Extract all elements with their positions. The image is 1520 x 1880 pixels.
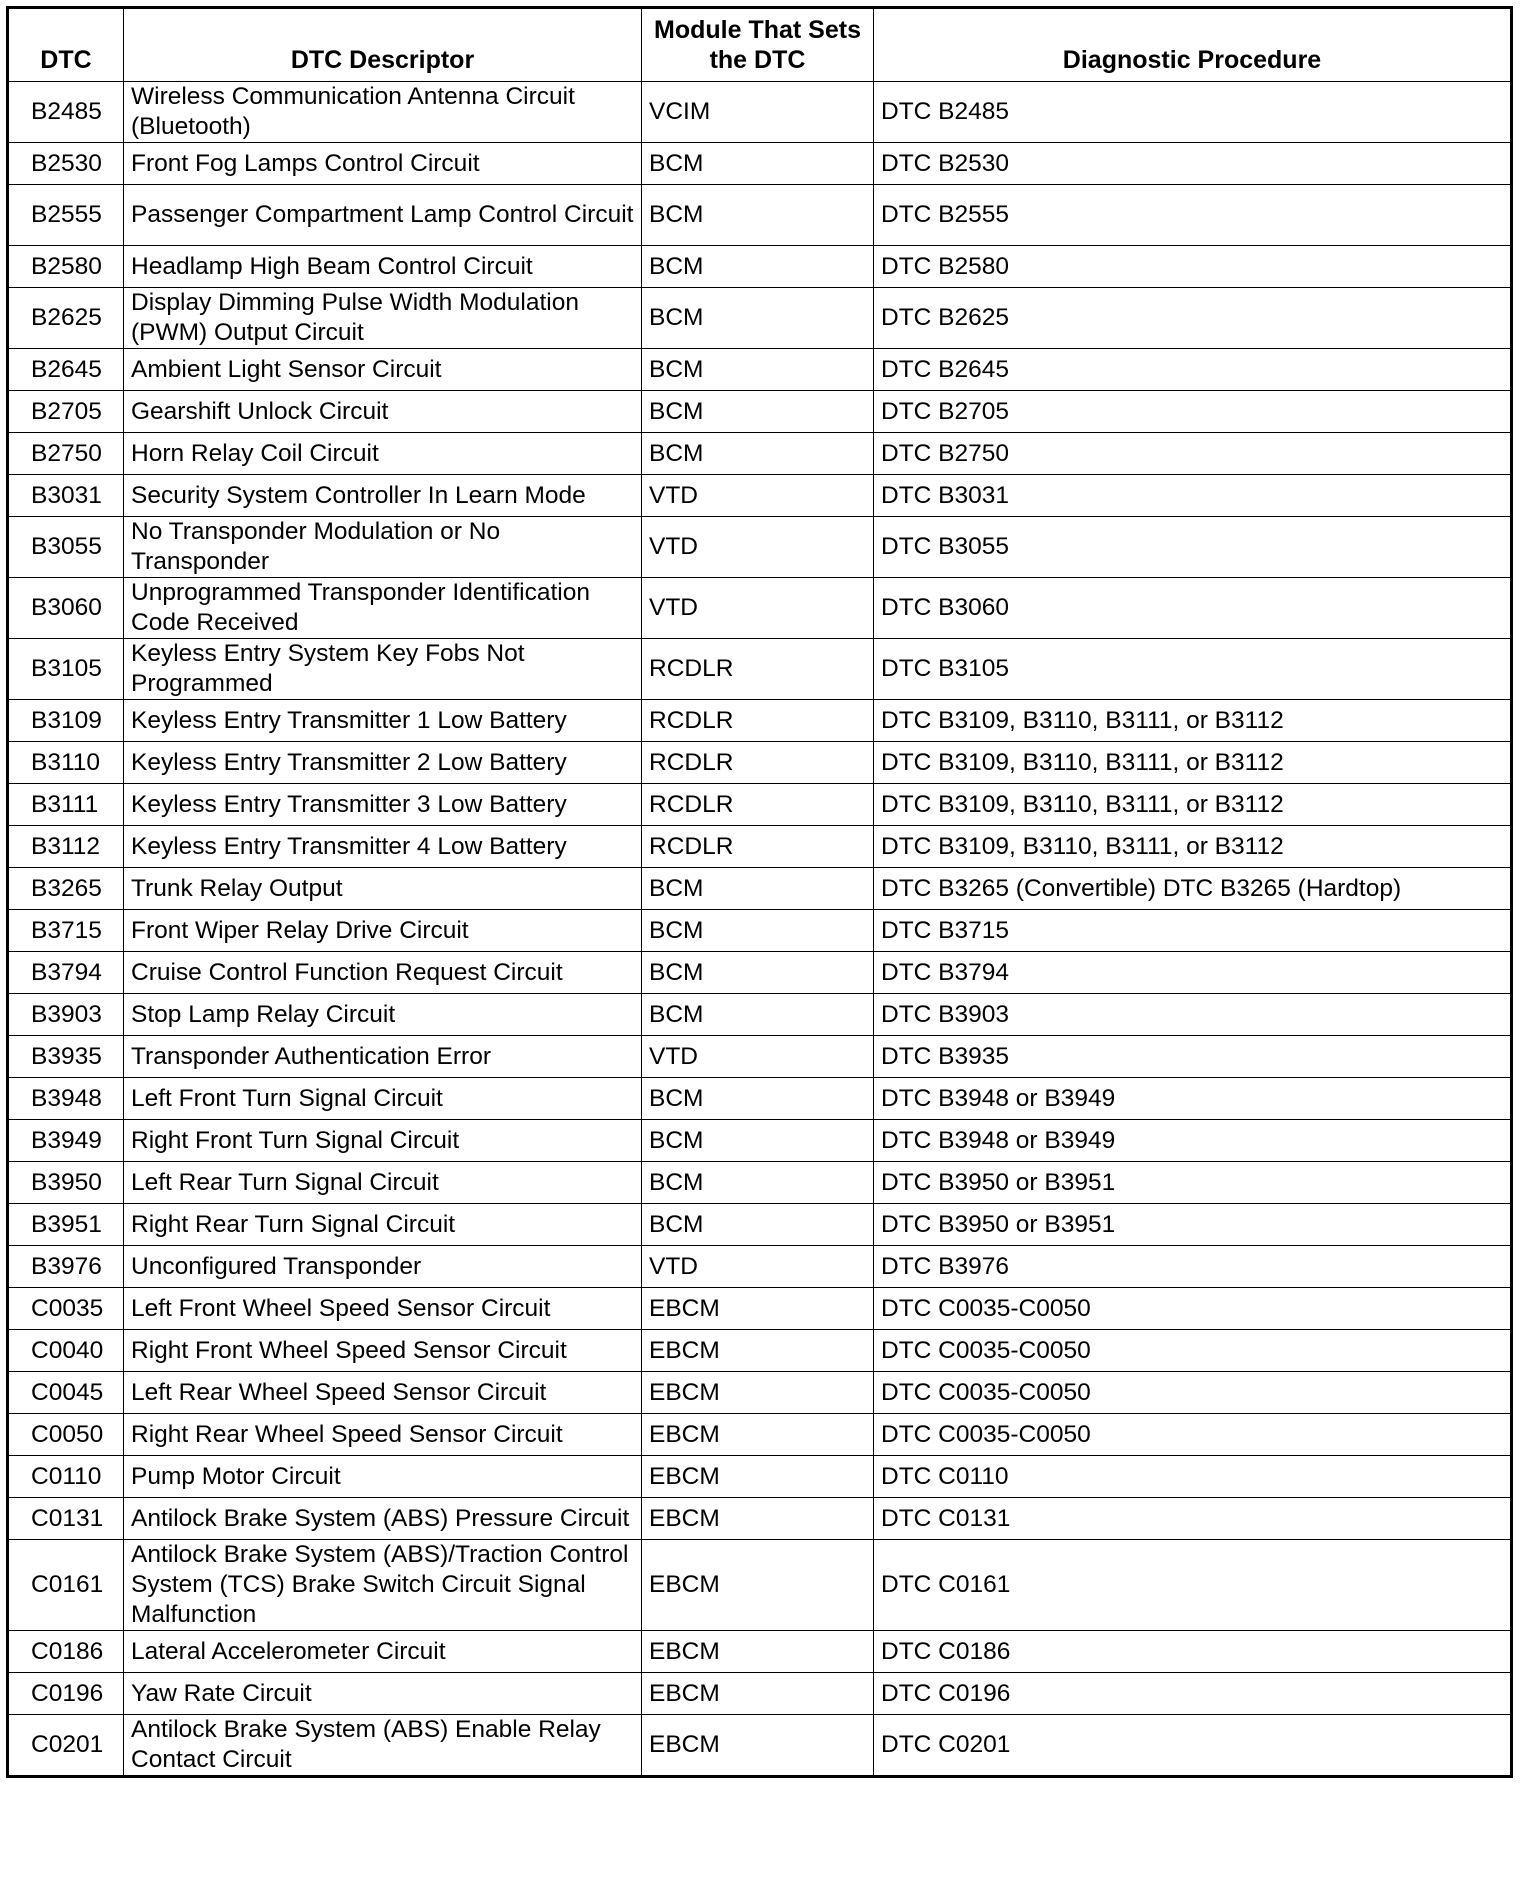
table-row <box>8 952 1512 994</box>
module-cell: RCDLR <box>642 700 874 742</box>
dtc-code-cell: B3031 <box>8 475 124 517</box>
table-row <box>8 1078 1512 1120</box>
diagnostic-procedure-cell: DTC C0110 <box>874 1456 1512 1498</box>
diagnostic-procedure-cell: DTC B3950 or B3951 <box>874 1162 1512 1204</box>
diagnostic-procedure-cell: DTC B2485 <box>874 82 1512 143</box>
table-row <box>8 288 1512 349</box>
module-cell: BCM <box>642 1162 874 1204</box>
module-cell: RCDLR <box>642 826 874 868</box>
diagnostic-procedure-cell: DTC B2580 <box>874 246 1512 288</box>
diagnostic-procedure-cell: DTC C0035-C0050 <box>874 1414 1512 1456</box>
module-cell: EBCM <box>642 1330 874 1372</box>
module-cell: VTD <box>642 517 874 578</box>
dtc-descriptor-cell: No Transponder Modulation or No Transponder <box>124 517 642 578</box>
table-row <box>8 1540 1512 1631</box>
table-row <box>8 1036 1512 1078</box>
diagnostic-procedure-cell: DTC C0035-C0050 <box>874 1330 1512 1372</box>
module-cell: BCM <box>642 185 874 246</box>
module-cell: BCM <box>642 1204 874 1246</box>
module-cell: BCM <box>642 391 874 433</box>
dtc-descriptor-cell: Stop Lamp Relay Circuit <box>124 994 642 1036</box>
table-body <box>8 82 1512 1777</box>
dtc-code-cell: B3111 <box>8 784 124 826</box>
dtc-descriptor-cell: Right Rear Turn Signal Circuit <box>124 1204 642 1246</box>
dtc-descriptor-cell: Left Rear Wheel Speed Sensor Circuit <box>124 1372 642 1414</box>
dtc-descriptor-cell: Left Rear Turn Signal Circuit <box>124 1162 642 1204</box>
dtc-table <box>6 6 1513 1778</box>
dtc-code-cell: C0040 <box>8 1330 124 1372</box>
module-cell: EBCM <box>642 1372 874 1414</box>
dtc-descriptor-cell: Gearshift Unlock Circuit <box>124 391 642 433</box>
dtc-code-cell: B3949 <box>8 1120 124 1162</box>
table-row <box>8 1204 1512 1246</box>
table-row <box>8 1162 1512 1204</box>
module-cell: EBCM <box>642 1631 874 1673</box>
diagnostic-procedure-cell: DTC B2645 <box>874 349 1512 391</box>
table-row <box>8 1456 1512 1498</box>
table-row <box>8 1288 1512 1330</box>
dtc-descriptor-cell: Left Front Wheel Speed Sensor Circuit <box>124 1288 642 1330</box>
dtc-code-cell: B3265 <box>8 868 124 910</box>
table-row <box>8 742 1512 784</box>
table-row <box>8 475 1512 517</box>
table-row <box>8 1715 1512 1777</box>
diagnostic-procedure-cell: DTC B3948 or B3949 <box>874 1120 1512 1162</box>
diagnostic-procedure-cell: DTC C0161 <box>874 1540 1512 1631</box>
table-row <box>8 82 1512 143</box>
diagnostic-procedure-cell: DTC B2530 <box>874 143 1512 185</box>
module-cell: EBCM <box>642 1288 874 1330</box>
module-cell: VTD <box>642 578 874 639</box>
module-cell: RCDLR <box>642 639 874 700</box>
module-cell: EBCM <box>642 1673 874 1715</box>
dtc-descriptor-cell: Horn Relay Coil Circuit <box>124 433 642 475</box>
table-row <box>8 1631 1512 1673</box>
table-row <box>8 1246 1512 1288</box>
dtc-code-cell: B3060 <box>8 578 124 639</box>
diagnostic-procedure-cell: DTC B3031 <box>874 475 1512 517</box>
dtc-code-cell: B2705 <box>8 391 124 433</box>
dtc-code-cell: B2555 <box>8 185 124 246</box>
header-descriptor: DTC Descriptor <box>124 8 642 82</box>
dtc-code-cell: B2485 <box>8 82 124 143</box>
dtc-code-cell: B2580 <box>8 246 124 288</box>
diagnostic-procedure-cell: DTC B2625 <box>874 288 1512 349</box>
diagnostic-procedure-cell: DTC B3265 (Convertible) DTC B3265 (Hardtop) <box>874 868 1512 910</box>
dtc-descriptor-cell: Keyless Entry Transmitter 4 Low Battery <box>124 826 642 868</box>
diagnostic-procedure-cell: DTC B3794 <box>874 952 1512 994</box>
dtc-code-cell: C0186 <box>8 1631 124 1673</box>
diagnostic-procedure-cell: DTC B2750 <box>874 433 1512 475</box>
table-row <box>8 185 1512 246</box>
dtc-descriptor-cell: Antilock Brake System (ABS) Enable Relay Contact Circuit <box>124 1715 642 1777</box>
header-row <box>8 8 1512 82</box>
diagnostic-procedure-cell: DTC C0196 <box>874 1673 1512 1715</box>
dtc-descriptor-cell: Wireless Communication Antenna Circuit (Bluetooth) <box>124 82 642 143</box>
dtc-descriptor-cell: Right Front Turn Signal Circuit <box>124 1120 642 1162</box>
module-cell: BCM <box>642 349 874 391</box>
module-cell: BCM <box>642 143 874 185</box>
dtc-code-cell: B2645 <box>8 349 124 391</box>
dtc-code-cell: C0196 <box>8 1673 124 1715</box>
dtc-code-cell: C0045 <box>8 1372 124 1414</box>
diagnostic-procedure-cell: DTC B3903 <box>874 994 1512 1036</box>
dtc-descriptor-cell: Pump Motor Circuit <box>124 1456 642 1498</box>
module-cell: EBCM <box>642 1498 874 1540</box>
diagnostic-procedure-cell: DTC B3976 <box>874 1246 1512 1288</box>
table-header <box>8 8 1512 82</box>
diagnostic-procedure-cell: DTC B3105 <box>874 639 1512 700</box>
dtc-descriptor-cell: Headlamp High Beam Control Circuit <box>124 246 642 288</box>
table-row <box>8 700 1512 742</box>
dtc-code-cell: B3951 <box>8 1204 124 1246</box>
module-cell: VCIM <box>642 82 874 143</box>
header-procedure: Diagnostic Procedure <box>874 8 1512 82</box>
dtc-code-cell: B3976 <box>8 1246 124 1288</box>
dtc-descriptor-cell: Transponder Authentication Error <box>124 1036 642 1078</box>
module-cell: BCM <box>642 868 874 910</box>
dtc-code-cell: B3715 <box>8 910 124 952</box>
diagnostic-procedure-cell: DTC B3715 <box>874 910 1512 952</box>
dtc-code-cell: B3935 <box>8 1036 124 1078</box>
table-row <box>8 246 1512 288</box>
dtc-descriptor-cell: Ambient Light Sensor Circuit <box>124 349 642 391</box>
table-row <box>8 143 1512 185</box>
dtc-descriptor-cell: Antilock Brake System (ABS)/Traction Control System (TCS) Brake Switch Circuit Signal Malfunction <box>124 1540 642 1631</box>
table-row <box>8 1414 1512 1456</box>
dtc-code-cell: C0035 <box>8 1288 124 1330</box>
diagnostic-procedure-cell: DTC C0201 <box>874 1715 1512 1777</box>
module-cell: VTD <box>642 1036 874 1078</box>
header-dtc: DTC <box>8 8 124 82</box>
table-row <box>8 1372 1512 1414</box>
diagnostic-procedure-cell: DTC B3948 or B3949 <box>874 1078 1512 1120</box>
table-row <box>8 349 1512 391</box>
module-cell: BCM <box>642 994 874 1036</box>
diagnostic-procedure-cell: DTC B3109, B3110, B3111, or B3112 <box>874 784 1512 826</box>
table-row <box>8 391 1512 433</box>
diagnostic-procedure-cell: DTC B2705 <box>874 391 1512 433</box>
dtc-code-cell: B3055 <box>8 517 124 578</box>
dtc-code-cell: B2750 <box>8 433 124 475</box>
dtc-descriptor-cell: Right Front Wheel Speed Sensor Circuit <box>124 1330 642 1372</box>
dtc-descriptor-cell: Front Wiper Relay Drive Circuit <box>124 910 642 952</box>
dtc-code-cell: C0131 <box>8 1498 124 1540</box>
dtc-descriptor-cell: Unconfigured Transponder <box>124 1246 642 1288</box>
table-row <box>8 1330 1512 1372</box>
dtc-descriptor-cell: Keyless Entry System Key Fobs Not Programmed <box>124 639 642 700</box>
document-page <box>6 6 1510 1778</box>
dtc-code-cell: C0050 <box>8 1414 124 1456</box>
table-row <box>8 1120 1512 1162</box>
dtc-descriptor-cell: Antilock Brake System (ABS) Pressure Circuit <box>124 1498 642 1540</box>
dtc-descriptor-cell: Keyless Entry Transmitter 3 Low Battery <box>124 784 642 826</box>
dtc-descriptor-cell: Security System Controller In Learn Mode <box>124 475 642 517</box>
dtc-descriptor-cell: Lateral Accelerometer Circuit <box>124 1631 642 1673</box>
diagnostic-procedure-cell: DTC C0186 <box>874 1631 1512 1673</box>
dtc-code-cell: B3110 <box>8 742 124 784</box>
header-module: Module That Sets the DTC <box>642 8 874 82</box>
module-cell: RCDLR <box>642 784 874 826</box>
module-cell: VTD <box>642 1246 874 1288</box>
table-row <box>8 868 1512 910</box>
dtc-code-cell: B3105 <box>8 639 124 700</box>
dtc-code-cell: B2625 <box>8 288 124 349</box>
diagnostic-procedure-cell: DTC B3935 <box>874 1036 1512 1078</box>
module-cell: BCM <box>642 910 874 952</box>
module-cell: EBCM <box>642 1715 874 1777</box>
dtc-code-cell: B3794 <box>8 952 124 994</box>
dtc-code-cell: B3950 <box>8 1162 124 1204</box>
diagnostic-procedure-cell: DTC B3109, B3110, B3111, or B3112 <box>874 700 1512 742</box>
table-row <box>8 578 1512 639</box>
dtc-code-cell: B3112 <box>8 826 124 868</box>
dtc-descriptor-cell: Keyless Entry Transmitter 2 Low Battery <box>124 742 642 784</box>
dtc-code-cell: B3109 <box>8 700 124 742</box>
dtc-descriptor-cell: Display Dimming Pulse Width Modulation (PWM) Output Circuit <box>124 288 642 349</box>
dtc-code-cell: B3903 <box>8 994 124 1036</box>
table-row <box>8 784 1512 826</box>
dtc-descriptor-cell: Passenger Compartment Lamp Control Circuit <box>124 185 642 246</box>
diagnostic-procedure-cell: DTC C0131 <box>874 1498 1512 1540</box>
module-cell: BCM <box>642 288 874 349</box>
diagnostic-procedure-cell: DTC C0035-C0050 <box>874 1372 1512 1414</box>
table-row <box>8 517 1512 578</box>
dtc-code-cell: B2530 <box>8 143 124 185</box>
module-cell: RCDLR <box>642 742 874 784</box>
table-row <box>8 994 1512 1036</box>
table-row <box>8 910 1512 952</box>
module-cell: BCM <box>642 1120 874 1162</box>
dtc-code-cell: B3948 <box>8 1078 124 1120</box>
dtc-descriptor-cell: Keyless Entry Transmitter 1 Low Battery <box>124 700 642 742</box>
table-row <box>8 1498 1512 1540</box>
dtc-code-cell: C0161 <box>8 1540 124 1631</box>
table-row <box>8 1673 1512 1715</box>
dtc-descriptor-cell: Unprogrammed Transponder Identification Code Received <box>124 578 642 639</box>
diagnostic-procedure-cell: DTC B3950 or B3951 <box>874 1204 1512 1246</box>
dtc-code-cell: C0110 <box>8 1456 124 1498</box>
module-cell: EBCM <box>642 1540 874 1631</box>
dtc-descriptor-cell: Cruise Control Function Request Circuit <box>124 952 642 994</box>
dtc-descriptor-cell: Front Fog Lamps Control Circuit <box>124 143 642 185</box>
diagnostic-procedure-cell: DTC B3060 <box>874 578 1512 639</box>
table-row <box>8 433 1512 475</box>
dtc-descriptor-cell: Yaw Rate Circuit <box>124 1673 642 1715</box>
diagnostic-procedure-cell: DTC C0035-C0050 <box>874 1288 1512 1330</box>
module-cell: EBCM <box>642 1414 874 1456</box>
dtc-descriptor-cell: Trunk Relay Output <box>124 868 642 910</box>
module-cell: BCM <box>642 433 874 475</box>
dtc-code-cell: C0201 <box>8 1715 124 1777</box>
module-cell: BCM <box>642 952 874 994</box>
dtc-descriptor-cell: Left Front Turn Signal Circuit <box>124 1078 642 1120</box>
diagnostic-procedure-cell: DTC B3055 <box>874 517 1512 578</box>
table-row <box>8 826 1512 868</box>
table-row <box>8 639 1512 700</box>
dtc-descriptor-cell: Right Rear Wheel Speed Sensor Circuit <box>124 1414 642 1456</box>
module-cell: VTD <box>642 475 874 517</box>
module-cell: BCM <box>642 246 874 288</box>
diagnostic-procedure-cell: DTC B2555 <box>874 185 1512 246</box>
diagnostic-procedure-cell: DTC B3109, B3110, B3111, or B3112 <box>874 826 1512 868</box>
diagnostic-procedure-cell: DTC B3109, B3110, B3111, or B3112 <box>874 742 1512 784</box>
module-cell: EBCM <box>642 1456 874 1498</box>
module-cell: BCM <box>642 1078 874 1120</box>
